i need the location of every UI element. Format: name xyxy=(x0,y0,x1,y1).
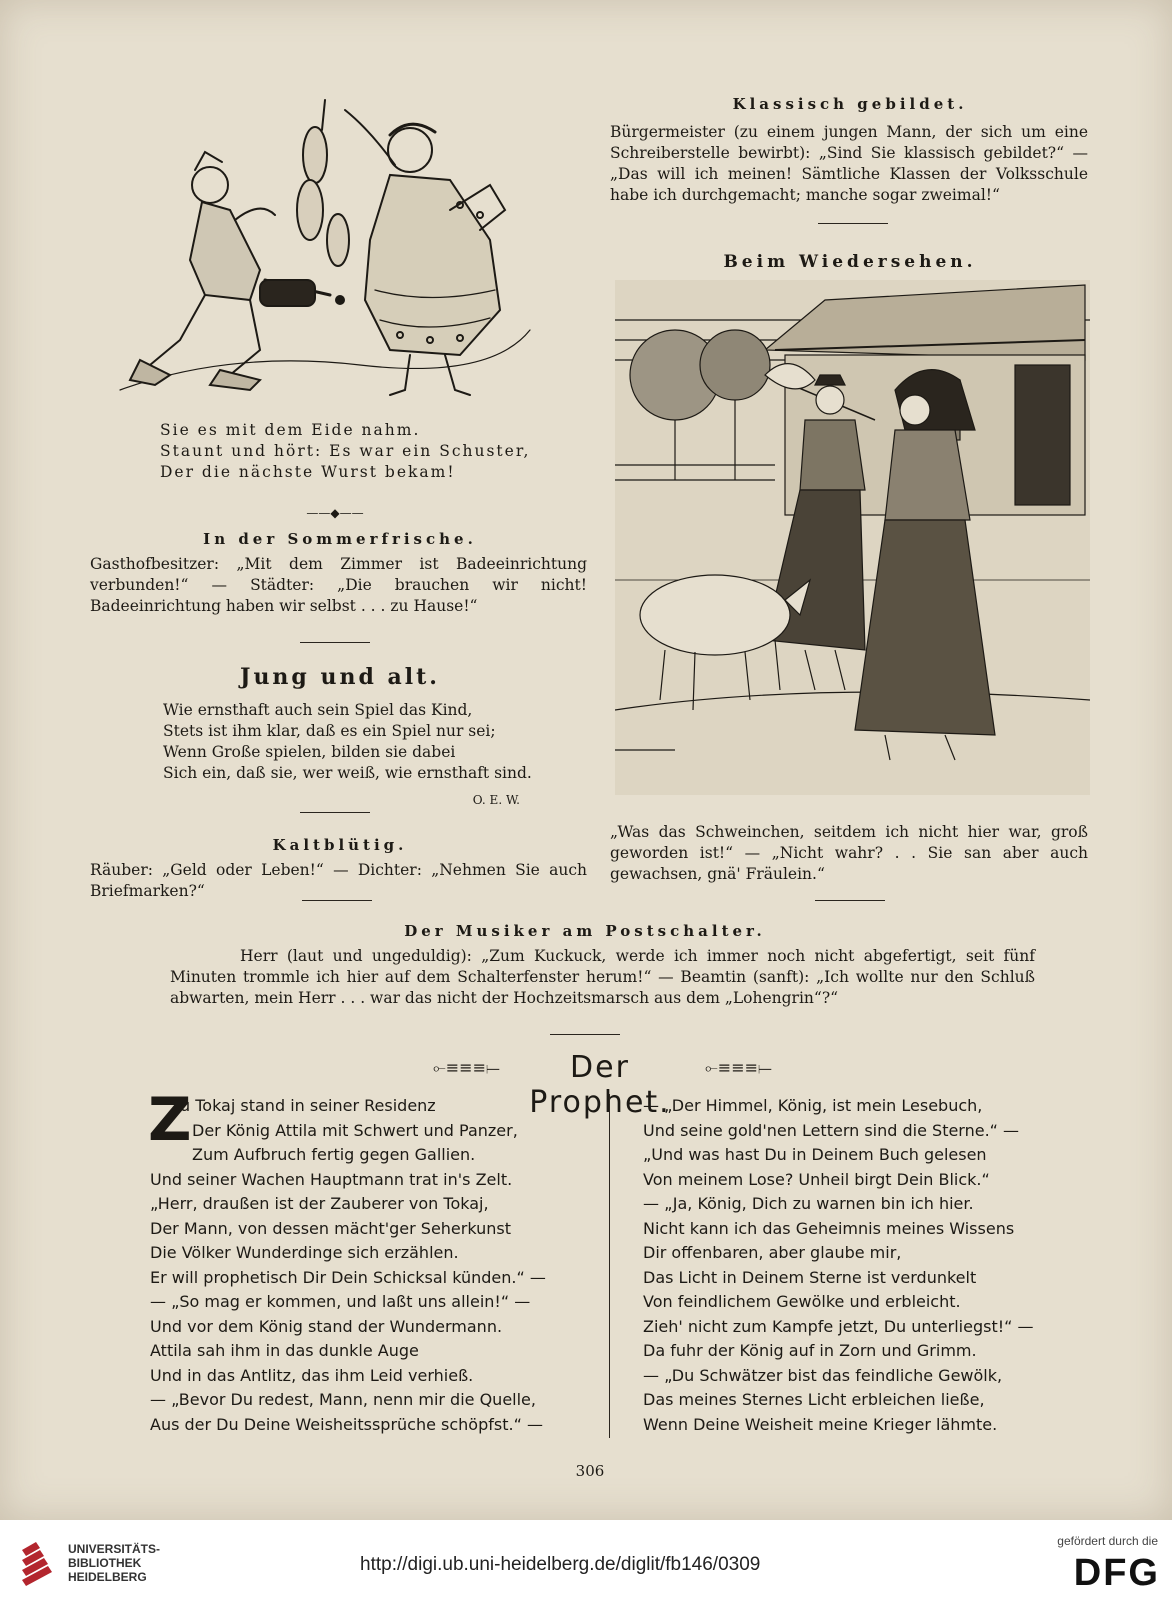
verse-line: Das Licht in Deinem Sterne ist verdunkelt xyxy=(643,1267,977,1287)
prophet-right-column xyxy=(643,1094,1073,1437)
verse-line: Aus der Du Deine Weisheitssprüche schöpfst.“ — xyxy=(150,1414,543,1434)
funded-by-label: gefördert durch die xyxy=(1057,1534,1158,1548)
cartoon-illustration xyxy=(110,90,540,410)
section-divider xyxy=(550,1034,620,1035)
verse-line: Und in das Antlitz, das ihm Leid verhieß. xyxy=(150,1365,474,1385)
verse-line: — „Ja, König, Dich zu warnen bin ich hier. xyxy=(643,1194,974,1213)
section-title-jung-und-alt: Jung und alt. xyxy=(240,664,440,690)
wiedersehen-caption: „Was das Schweinchen, seitdem ich nicht hier war, groß geworden ist!“ — „Nicht wahr? . . Sie san aber auch gewachsen, gnä' Fräulein.“ xyxy=(610,823,1088,883)
verse-line: Da fuhr der König auf in Zorn und Grimm. xyxy=(643,1341,977,1360)
section-divider xyxy=(300,642,370,643)
poem-line: Sich ein, daß sie, wer weiß, wie ernsthaft sind. xyxy=(163,764,532,782)
poem-line: Wie ernsthaft auch sein Spiel das Kind, xyxy=(163,701,473,719)
section-title-kaltbluetig: Kaltblütig. xyxy=(272,836,408,854)
verse-line: Zum Aufbruch fertig gegen Gallien. xyxy=(192,1145,476,1164)
sommerfrische-text: Gasthofbesitzer: „Mit dem Zimmer ist Badeeinrichtung verbunden!“ — Städter: „Die brauchen wir nicht! Badeeinrichtung haben wir selbst . . . zu Hause!“ xyxy=(90,555,587,615)
verse-line: Der Mann, von dessen mächt'ger Seherkunst xyxy=(150,1218,512,1238)
verse-line: Und seine gold'nen Lettern sind die Sterne.“ — xyxy=(643,1120,1020,1140)
library-name-line: BIBLIOTHEK xyxy=(68,1556,142,1570)
section-divider xyxy=(300,812,370,813)
library-logo-icon xyxy=(18,1540,62,1586)
section-title-sommerfrische: In der Sommerfrische. xyxy=(203,530,477,548)
section-title-musiker: Der Musiker am Postschalter. xyxy=(404,922,766,940)
kaltbluetig-text: Räuber: „Geld oder Leben!“ — Dichter: „Nehmen Sie auch Briefmarken?“ xyxy=(90,861,587,900)
verse-line: u Tokaj stand in seiner Residenz xyxy=(180,1096,436,1115)
verse-line: Dir offenbaren, aber glaube mir, xyxy=(643,1243,902,1262)
wiedersehen-illustration xyxy=(615,280,1090,795)
section-title-klassisch: Klassisch gebildet. xyxy=(732,95,968,113)
verse-line: Das meines Sternes Licht erbleichen ließe, xyxy=(643,1390,985,1409)
verse-line: Er will prophetisch Dir Dein Schicksal künden.“ — xyxy=(150,1267,546,1287)
section-title-prophet: Der Prophet. xyxy=(529,1050,671,1120)
title-ornament-left: ⟜≡≡≡⟝ xyxy=(432,1058,500,1077)
column-separator xyxy=(609,1094,610,1438)
verse-line: Die Völker Wunderdinge sich erzählen. xyxy=(150,1243,459,1262)
cartoon-caption-line: Der die nächste Wurst bekam! xyxy=(160,463,456,481)
verse-line: Von feindlichem Gewölke und erbleicht. xyxy=(643,1292,961,1311)
verse-line: Von meinem Lose? Unheil birgt Dein Blick.“ xyxy=(643,1169,990,1189)
section-divider xyxy=(815,900,885,901)
author-signature: O. E. W. xyxy=(472,793,520,807)
footer-bar xyxy=(0,1520,1172,1606)
verse-line: Attila sah ihm in das dunkle Auge xyxy=(150,1341,419,1360)
klassisch-text: Bürgermeister (zu einem jungen Mann, der sich um eine Schreiberstelle bewirbt): „Sind Sie klassisch gebildet?“ — „Das will ich meinen! Sämtliche Klassen der Volksschule habe ich durchgemacht; manche sogar zweimal!“ xyxy=(610,123,1088,204)
verse-line: Wenn Deine Weisheit meine Krieger lähmte. xyxy=(643,1414,998,1434)
title-ornament-right: ⟜≡≡≡⟝ xyxy=(705,1058,773,1077)
page-number: 306 xyxy=(575,1462,605,1480)
verse-line: — „Du Schwätzer bist das feindliche Gewölk, xyxy=(643,1365,1003,1385)
section-title-wiedersehen: Beim Wiedersehen. xyxy=(723,252,977,272)
verse-line: Und vor dem König stand der Wundermann. xyxy=(150,1316,503,1336)
source-url-link[interactable]: http://digi.ub.uni-heidelberg.de/diglit/fb146/0309 xyxy=(360,1554,761,1575)
drop-cap: Z xyxy=(148,1085,192,1155)
verse-line: „Und was hast Du in Deinem Buch gelesen xyxy=(643,1145,987,1164)
library-name-line: UNIVERSITÄTS- xyxy=(68,1542,161,1556)
ornament-divider: ——◆—— xyxy=(306,506,364,520)
cartoon-caption-line: Sie es mit dem Eide nahm. xyxy=(160,421,421,439)
prophet-left-column xyxy=(150,1094,590,1437)
section-divider xyxy=(818,223,888,224)
dfg-logo: DFG xyxy=(1073,1552,1160,1594)
poem-line: Stets ist ihm klar, daß es ein Spiel nur sei; xyxy=(163,722,496,740)
verse-line: Und seiner Wachen Hauptmann trat in's Zelt. xyxy=(150,1169,513,1189)
library-name-line: HEIDELBERG xyxy=(68,1570,147,1584)
verse-line: — „Bevor Du redest, Mann, nenn mir die Quelle, xyxy=(150,1390,536,1409)
poem-line: Wenn Große spielen, bilden sie dabei xyxy=(163,743,456,761)
verse-line: Zieh' nicht zum Kampfe jetzt, Du unterliegst!“ — xyxy=(643,1316,1034,1336)
verse-line: — „So mag er kommen, und laßt uns allein!“ — xyxy=(150,1292,531,1311)
musiker-text: Herr (laut und ungeduldig): „Zum Kuckuck, werde ich immer noch nicht abgefertigt, seit fünf Minuten trommle ich hier auf dem Schalterfenster herum!“ — Beamtin (sanft): „Ich wollte nur den Schluß abwarten, mein Herr . . . war das nicht der Hochzeitsmarsch aus dem „Lohengrin“?“ xyxy=(170,947,1035,1007)
verse-line: Nicht kann ich das Geheimnis meines Wissens xyxy=(643,1218,1015,1238)
verse-line: „Herr, draußen ist der Zauberer von Tokaj, xyxy=(150,1194,489,1213)
verse-line: — „Der Himmel, König, ist mein Lesebuch, xyxy=(643,1096,983,1115)
verse-line: Der König Attila mit Schwert und Panzer, xyxy=(192,1120,518,1140)
section-divider xyxy=(302,900,372,901)
cartoon-caption-line: Staunt und hört: Es war ein Schuster, xyxy=(160,442,531,460)
